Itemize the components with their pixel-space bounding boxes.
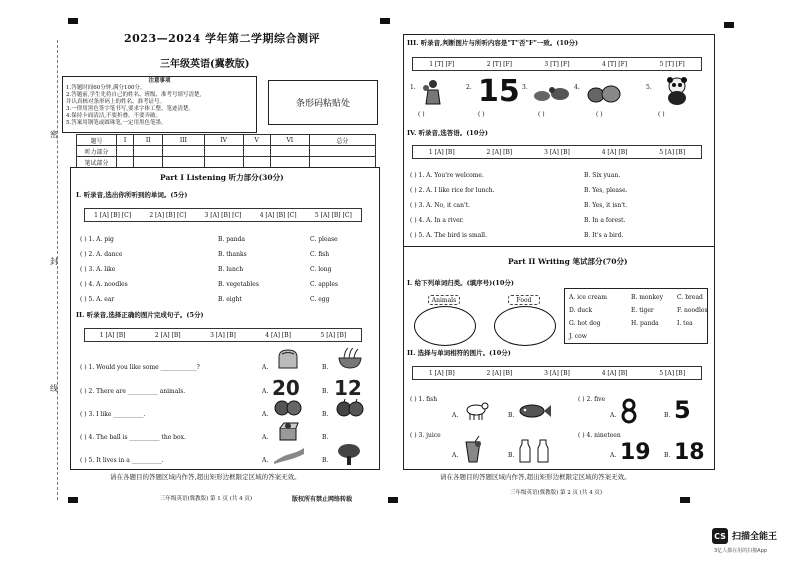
footer-notice: 请在各题目的答题区域内作答,超出矩形边框限定区域的答案无效。 bbox=[110, 473, 301, 481]
option-a-label: A. bbox=[610, 452, 617, 459]
barcode-area bbox=[268, 80, 378, 125]
box-ball-icon bbox=[276, 420, 300, 442]
score-cell[interactable] bbox=[243, 146, 270, 157]
score-cell[interactable] bbox=[117, 146, 134, 157]
word-item: D. duck bbox=[569, 307, 593, 314]
number-twenty: 20 bbox=[272, 376, 300, 400]
option-b-label: B. bbox=[508, 412, 515, 419]
score-cell[interactable] bbox=[309, 157, 375, 168]
question-text: ( ) 1. A. pig bbox=[80, 236, 114, 243]
answer-choice[interactable]: 3 [A] [B] bbox=[544, 148, 570, 156]
score-cell[interactable] bbox=[243, 157, 270, 168]
answer-choice[interactable]: 2 [A] [B] bbox=[486, 148, 513, 156]
corner-marker bbox=[680, 497, 690, 503]
word-item: J. cow bbox=[569, 333, 587, 340]
section6-title: II. 选择与单词相符的图片。(10分) bbox=[407, 349, 511, 357]
answer-choice[interactable]: 3 [A] [B] bbox=[210, 331, 236, 339]
corner-marker bbox=[380, 18, 390, 24]
question-row bbox=[80, 296, 370, 303]
option-b-label: B. bbox=[322, 434, 329, 441]
notice-line: 1.答题时间60分钟,满分100分。 bbox=[66, 85, 146, 91]
question-text: ( ) 5. A. ear bbox=[80, 296, 115, 303]
response-option-a: ( ) 1. A. You're welcome. bbox=[410, 172, 484, 179]
section3-title: III. 听录音,判断图片与所听内容是"T"否"F"一致。(10分) bbox=[407, 39, 579, 47]
item-number: 2. bbox=[466, 84, 472, 91]
app-name: 扫描全能王 bbox=[732, 532, 778, 542]
notice-heading: 注意事项 bbox=[148, 78, 171, 84]
section2-answer-strip bbox=[84, 328, 362, 342]
response-option-b: B. Yes, it isn't. bbox=[584, 202, 628, 209]
number-nineteen: 19 bbox=[620, 440, 651, 465]
number-twelve: 12 bbox=[334, 376, 362, 400]
footer-page: 三年级英语(冀教版) 第 2 页 (共 4 页) bbox=[510, 490, 603, 496]
score-header: I bbox=[117, 135, 134, 146]
score-header: IV bbox=[204, 135, 243, 146]
score-header: 题号 bbox=[77, 135, 117, 146]
food-ellipse[interactable] bbox=[494, 306, 556, 346]
side-mark: 封 bbox=[50, 257, 58, 266]
number-fifteen: 15 bbox=[478, 74, 520, 109]
answer-choice[interactable]: 5 [A] [B] bbox=[659, 369, 686, 377]
category-food: Food bbox=[508, 295, 540, 305]
bread-icon bbox=[276, 348, 300, 370]
notice-line: 2.答题前,学生先将自己的姓名、班级、准考号填写清楚, bbox=[66, 92, 202, 98]
section6-answer-strip bbox=[412, 366, 702, 380]
option-b-label: B. bbox=[664, 412, 671, 419]
question-row: ( ) 4. nineteen bbox=[578, 432, 621, 439]
response-option-b: B. Yes, please. bbox=[584, 187, 628, 194]
option-c: C. egg bbox=[310, 296, 330, 303]
response-option-b: B. It's a bird. bbox=[584, 232, 624, 239]
item-number: 5. bbox=[646, 84, 652, 91]
score-cell[interactable] bbox=[270, 146, 309, 157]
answer-bracket[interactable]: ( ) bbox=[538, 111, 545, 118]
item-number: 4. bbox=[574, 84, 580, 91]
answer-choice[interactable]: 4 [T] [F] bbox=[601, 60, 628, 68]
noodles-icon bbox=[336, 346, 364, 370]
barcode-label: 条形码粘贴处 bbox=[295, 99, 350, 109]
score-row-label: 笔试部分 bbox=[77, 157, 117, 168]
animals-ellipse[interactable] bbox=[414, 306, 476, 346]
option-b: B. lunch bbox=[218, 266, 244, 273]
option-a-label: A. bbox=[452, 452, 459, 459]
section-divider bbox=[403, 246, 715, 247]
word-item: B. monkey bbox=[631, 294, 663, 301]
option-a-label: A. bbox=[262, 364, 269, 371]
question-row bbox=[80, 281, 370, 288]
section4-answer-strip bbox=[412, 145, 702, 159]
score-cell[interactable] bbox=[309, 146, 375, 157]
footer-copyright: 版权所有禁止网络转载 bbox=[292, 496, 353, 503]
option-a-label: A. bbox=[262, 457, 269, 464]
answer-choice[interactable]: 3 [A] [B] bbox=[544, 369, 570, 377]
answer-choice[interactable]: 2 [T] [F] bbox=[486, 60, 512, 68]
word-item: A. ice cream bbox=[569, 294, 607, 301]
juice-cup-icon bbox=[462, 436, 484, 464]
question-row: ( ) 1. fish bbox=[410, 396, 438, 403]
number-five: 5 bbox=[674, 396, 691, 424]
option-b-label: B. bbox=[664, 452, 671, 459]
footer-page: 三年级英语(冀教版) 第 1 页 (共 4 页) bbox=[160, 496, 253, 502]
answer-choice[interactable]: 4 [A] [B] bbox=[265, 331, 292, 339]
answer-bracket[interactable]: ( ) bbox=[658, 111, 665, 118]
score-row-label: 听力部分 bbox=[77, 146, 117, 157]
score-cell[interactable] bbox=[134, 146, 163, 157]
answer-choice[interactable]: 4 [A] [B] bbox=[601, 369, 628, 377]
score-cell[interactable] bbox=[270, 157, 309, 168]
corner-marker bbox=[68, 18, 78, 24]
page-title: 2023—2024 学年第二学期综合测评 bbox=[124, 32, 321, 45]
side-mark: 线 bbox=[50, 384, 58, 393]
question-row: ( ) 3. I like __________. bbox=[80, 411, 146, 418]
footer-notice: 请在各题目的答题区域内作答,超出矩形边框限定区域的答案无效。 bbox=[440, 473, 631, 481]
fish-icon bbox=[518, 402, 552, 420]
option-a-label: A. bbox=[610, 412, 617, 419]
score-header: 总分 bbox=[309, 135, 375, 146]
response-option-a: ( ) 2. A. I like rice for lunch. bbox=[410, 187, 495, 194]
response-option-b: B. In a forest. bbox=[584, 217, 626, 224]
option-b-label: B. bbox=[322, 411, 329, 418]
question-row: ( ) 1. Would you like some ____________? bbox=[80, 364, 200, 371]
score-header: V bbox=[243, 135, 270, 146]
answer-choice[interactable]: 1 [A] [B] [C] bbox=[94, 211, 132, 219]
question-row bbox=[80, 251, 370, 258]
notice-line: 并认真核对条形码上的姓名、准考证号。 bbox=[66, 99, 166, 105]
word-item: F. noodles bbox=[677, 307, 708, 314]
app-tagline: 3亿人都在用的扫描App bbox=[714, 548, 767, 554]
answer-choice[interactable]: 3 [A] [B] [C] bbox=[204, 211, 242, 219]
item-number: 3. bbox=[522, 84, 528, 91]
apples-icon bbox=[336, 398, 364, 418]
question-row bbox=[80, 266, 370, 273]
option-c: C. please bbox=[310, 236, 338, 243]
answer-choice[interactable]: 2 [A] [B] [C] bbox=[149, 211, 187, 219]
score-table bbox=[76, 134, 376, 168]
answer-choice[interactable]: 1 [A] [B] bbox=[428, 369, 455, 377]
section4-title: IV. 听录音,选答语。(10分) bbox=[407, 129, 488, 137]
notice-line: 3.一律用黑色签字笔书写,要求字体工整、笔迹清楚。 bbox=[66, 106, 194, 112]
question-row: ( ) 5. It lives in a __________. bbox=[80, 457, 164, 464]
answer-choice[interactable]: 1 [A] [B] bbox=[99, 331, 126, 339]
answer-choice[interactable]: 3 [T] [F] bbox=[544, 60, 570, 68]
option-a-label: A. bbox=[262, 434, 269, 441]
number-eight-icon bbox=[620, 398, 638, 424]
notice-line: 5.答案用钢笔或圆珠笔,一定用黑色笔墨。 bbox=[66, 120, 167, 126]
girl-flowers-icon bbox=[422, 78, 444, 108]
word-item: E. tiger bbox=[631, 307, 654, 314]
option-c: C. long bbox=[310, 266, 332, 273]
question-row: ( ) 4. The ball is __________ the box. bbox=[80, 434, 186, 441]
option-b: B. eight bbox=[218, 296, 242, 303]
word-item: C. bread bbox=[677, 294, 703, 301]
app-logo-text: CS bbox=[714, 531, 726, 541]
vegetables-icon bbox=[586, 82, 622, 104]
goat-icon bbox=[462, 400, 490, 422]
part1-title: Part I Listening 听力部分(30分) bbox=[160, 173, 284, 182]
response-option-a: ( ) 3. A. No, it can't. bbox=[410, 202, 470, 209]
section1-answer-strip bbox=[84, 208, 362, 222]
answer-choice[interactable]: 2 [A] [B] bbox=[154, 331, 181, 339]
question-row: ( ) 3. juice bbox=[410, 432, 441, 439]
corner-marker bbox=[724, 22, 734, 28]
question-text: ( ) 4. A. noodles bbox=[80, 281, 128, 288]
panda-icon bbox=[664, 76, 690, 106]
score-cell[interactable] bbox=[117, 157, 134, 168]
notice-line: 4.保持卡面清洁,不要折叠、不要弄破。 bbox=[66, 113, 161, 119]
word-item: H. panda bbox=[631, 320, 659, 327]
answer-choice[interactable]: 4 [A] [B] [C] bbox=[259, 211, 297, 219]
score-cell[interactable] bbox=[204, 157, 243, 168]
notice-box bbox=[62, 76, 257, 133]
answer-choice[interactable]: 5 [A] [B] [C] bbox=[314, 211, 352, 219]
question-text: ( ) 3. A. like bbox=[80, 266, 116, 273]
option-b: B. panda bbox=[218, 236, 245, 243]
river-icon bbox=[272, 446, 306, 464]
answer-choice[interactable]: 4 [A] [B] bbox=[601, 148, 628, 156]
item-number: 1. bbox=[410, 84, 416, 91]
category-animals: Animals bbox=[428, 295, 460, 305]
score-header: III bbox=[163, 135, 204, 146]
score-header: VI bbox=[270, 135, 309, 146]
answer-choice[interactable]: 5 [A] [B] bbox=[659, 148, 686, 156]
word-bank bbox=[564, 288, 708, 344]
response-option-a: ( ) 4. A. In a river. bbox=[410, 217, 464, 224]
app-logo bbox=[712, 528, 728, 544]
option-a-label: A. bbox=[262, 388, 269, 395]
question-text: ( ) 2. A. dance bbox=[80, 251, 123, 258]
word-item: I. tea bbox=[677, 320, 693, 327]
answer-choice[interactable]: 1 [T] [F] bbox=[429, 60, 455, 68]
response-option-a: ( ) 5. A. The bird is small. bbox=[410, 232, 487, 239]
option-b-label: B. bbox=[508, 452, 515, 459]
score-header: II bbox=[134, 135, 163, 146]
answer-bracket[interactable]: ( ) bbox=[478, 111, 485, 118]
option-c: C. fish bbox=[310, 251, 330, 258]
score-cell[interactable] bbox=[204, 146, 243, 157]
option-b: B. vegetables bbox=[218, 281, 259, 288]
side-mark: 密 bbox=[50, 130, 58, 139]
option-b-label: B. bbox=[322, 457, 329, 464]
option-a-label: A. bbox=[262, 411, 269, 418]
score-cell[interactable] bbox=[134, 157, 163, 168]
answer-choice[interactable]: 2 [A] [B] bbox=[486, 369, 513, 377]
page-subtitle: 三年级英语(冀教版) bbox=[160, 59, 250, 70]
answer-bracket[interactable]: ( ) bbox=[596, 111, 603, 118]
corner-marker bbox=[68, 497, 78, 503]
response-option-b: B. Six yuan. bbox=[584, 172, 621, 179]
option-b-label: B. bbox=[322, 388, 329, 395]
score-cell[interactable] bbox=[163, 146, 204, 157]
corner-marker bbox=[388, 497, 398, 503]
question-row bbox=[80, 236, 370, 243]
option-a-label: A. bbox=[452, 412, 459, 419]
answer-choice[interactable]: 5 [T] [F] bbox=[659, 60, 685, 68]
oranges-icon bbox=[274, 398, 302, 418]
score-cell[interactable] bbox=[163, 157, 204, 168]
milk-bottles-icon bbox=[518, 436, 552, 464]
option-b: B. thanks bbox=[218, 251, 247, 258]
option-c: C. apples bbox=[310, 281, 338, 288]
section2-title: II. 听录音,选择正确的图片完成句子。(5分) bbox=[76, 311, 204, 319]
option-b-label: B. bbox=[322, 364, 329, 371]
number-eighteen: 18 bbox=[674, 440, 705, 465]
answer-bracket[interactable]: ( ) bbox=[418, 111, 425, 118]
section3-answer-strip bbox=[412, 57, 702, 71]
tree-icon bbox=[336, 442, 362, 466]
word-item: G. hot dog bbox=[569, 320, 601, 327]
answer-choice[interactable]: 1 [A] [B] bbox=[428, 148, 455, 156]
section1-title: I. 听录音,选出你所听到的单词。(5分) bbox=[76, 191, 188, 199]
part2-title: Part II Writing 笔试部分(70分) bbox=[508, 257, 628, 266]
animals-icon bbox=[532, 82, 572, 104]
answer-choice[interactable]: 5 [A] [B] bbox=[320, 331, 347, 339]
section5-title: I. 给下列单词归类。(填序号)(10分) bbox=[407, 279, 514, 287]
question-row: ( ) 2. There are __________ animals. bbox=[80, 388, 186, 395]
fold-line bbox=[57, 40, 58, 500]
question-row: ( ) 2. five bbox=[578, 396, 606, 403]
